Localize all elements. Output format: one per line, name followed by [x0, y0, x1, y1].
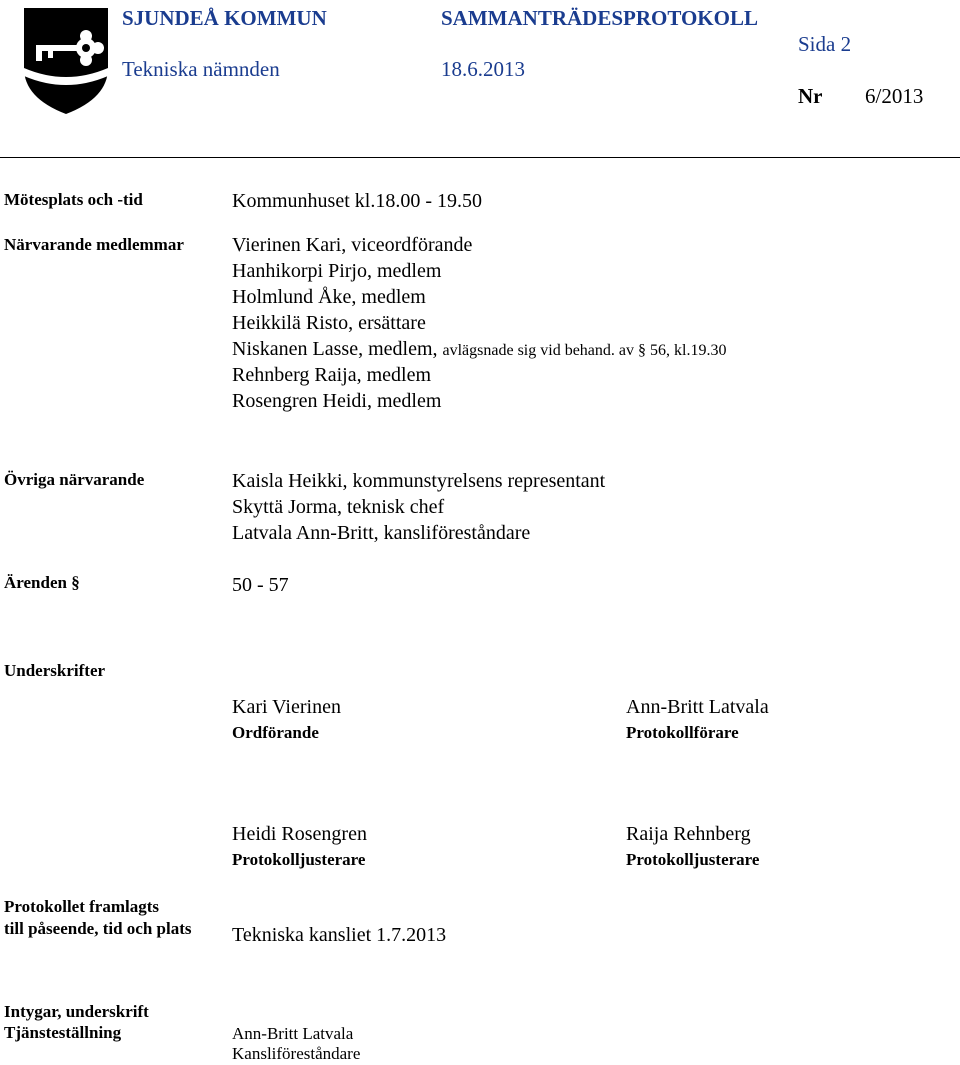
present-member-note: avlägsnade sig vid behand. av § 56, kl.19.30	[442, 342, 727, 359]
certificate-name: Ann-Britt Latvala	[232, 1024, 354, 1043]
secretary-role: Protokollförare	[626, 723, 739, 742]
display-value: Tekniska kansliet 1.7.2013	[232, 924, 447, 946]
nr-value: 6/2013	[865, 84, 924, 108]
signatures-label: Underskrifter	[4, 661, 106, 680]
certificate-title: Kansliföreståndare	[232, 1044, 361, 1063]
committee-name: Tekniska nämnden	[122, 57, 280, 81]
page-number: Sida 2	[798, 32, 852, 56]
present-member: Holmlund Åke, medlem	[232, 286, 426, 308]
document-type: SAMMANTRÄDESPROTOKOLL	[441, 6, 758, 30]
place-time-value: Kommunhuset kl.18.00 - 19.50	[232, 190, 482, 212]
checker1-role: Protokolljusterare	[232, 850, 366, 869]
secretary-name: Ann-Britt Latvala	[626, 696, 769, 718]
display-label-line1: Protokollet framlagts	[4, 897, 160, 916]
meeting-date: 18.6.2013	[441, 57, 525, 81]
municipality-name: SJUNDEÅ KOMMUN	[122, 6, 327, 30]
header-divider	[0, 157, 960, 158]
other-attendee: Kaisla Heikki, kommunstyrelsens representant	[232, 470, 606, 492]
present-member: Heikkilä Risto, ersättare	[232, 312, 426, 334]
items-value: 50 - 57	[232, 574, 289, 596]
items-label: Ärenden §	[4, 573, 80, 592]
checker2-name: Raija Rehnberg	[626, 823, 751, 845]
certificate-label-line1: Intygar, underskrift	[4, 1002, 149, 1021]
municipality-coat-of-arms	[22, 6, 110, 116]
present-member-name: Niskanen Lasse, medlem,	[232, 338, 438, 360]
nr-label: Nr	[798, 84, 823, 108]
display-label-line2: till påseende, tid och plats	[4, 919, 192, 938]
chair-name: Kari Vierinen	[232, 696, 341, 718]
chair-role: Ordförande	[232, 723, 319, 742]
other-attendee: Skyttä Jorma, teknisk chef	[232, 496, 445, 518]
certificate-label-line2: Tjänsteställning	[4, 1023, 122, 1042]
others-present-label: Övriga närvarande	[4, 470, 145, 489]
present-members-label: Närvarande medlemmar	[4, 235, 184, 254]
present-member: Hanhikorpi Pirjo, medlem	[232, 260, 442, 282]
place-time-label: Mötesplats och -tid	[4, 190, 143, 209]
other-attendee: Latvala Ann-Britt, kansliföreståndare	[232, 522, 531, 544]
present-member: Vierinen Kari, viceordförande	[232, 234, 473, 256]
checker1-name: Heidi Rosengren	[232, 823, 367, 845]
present-member: Rehnberg Raija, medlem	[232, 364, 432, 386]
present-member: Rosengren Heidi, medlem	[232, 390, 442, 412]
checker2-role: Protokolljusterare	[626, 850, 760, 869]
present-member	[232, 336, 726, 364]
